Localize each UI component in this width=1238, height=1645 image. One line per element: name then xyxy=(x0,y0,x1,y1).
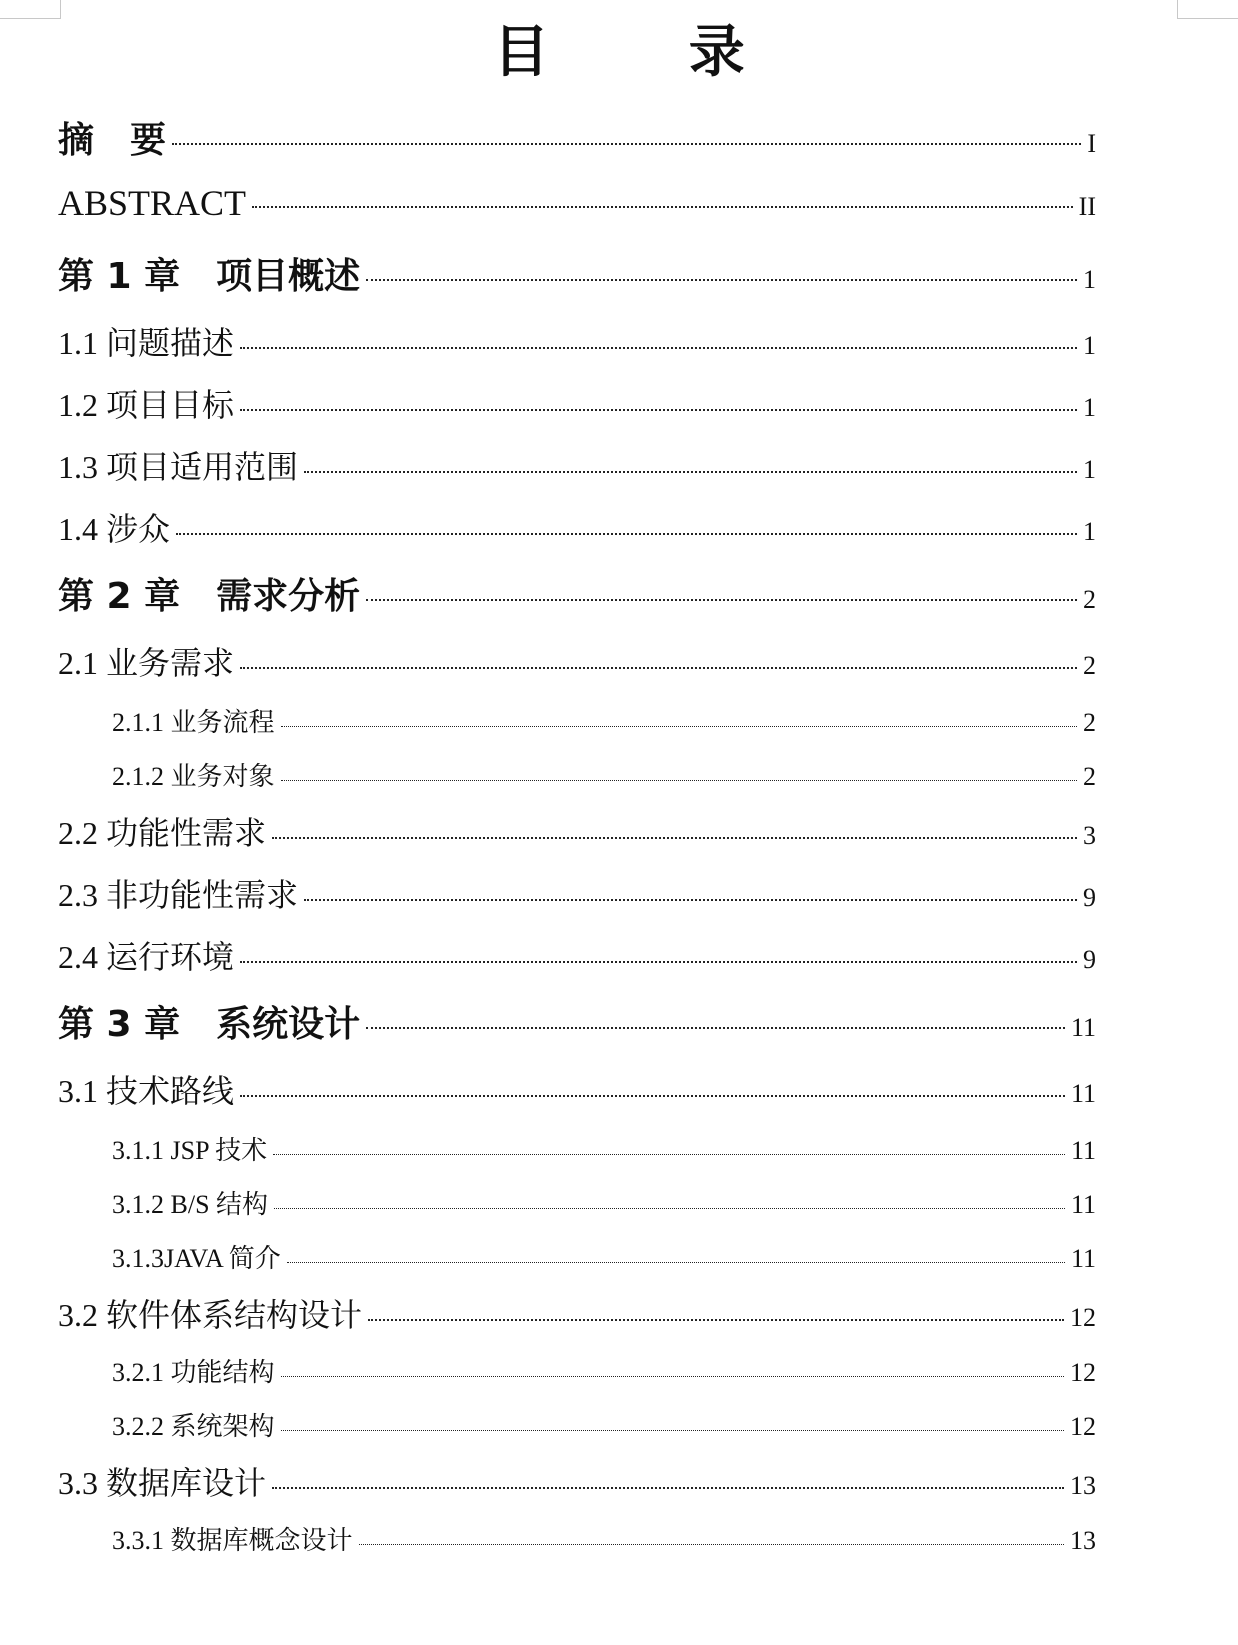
toc-entry-page: 1 xyxy=(1083,265,1096,294)
toc-leader-dots xyxy=(281,780,1077,781)
toc-entry-3-1-3[interactable] xyxy=(112,1238,1096,1275)
toc-entry-page: 9 xyxy=(1083,945,1096,974)
toc-entry-page: 2 xyxy=(1083,585,1096,614)
toc-entry-label: 第 1 章 项目概述 xyxy=(58,256,361,297)
toc-entry-3-1[interactable] xyxy=(58,1066,1096,1112)
toc-entry-label: 3.1.1 JSP 技术 xyxy=(112,1136,268,1165)
toc-entry-page: 2 xyxy=(1083,651,1096,680)
toc-entry-3-3-1[interactable] xyxy=(112,1520,1096,1557)
toc-entry-3-2-2[interactable] xyxy=(112,1406,1096,1443)
toc-entry-label: 3.1 技术路线 xyxy=(58,1073,235,1109)
toc-entry-page: 11 xyxy=(1070,1136,1096,1165)
toc-leader-dots xyxy=(240,409,1077,411)
toc-leader-dots xyxy=(240,667,1077,669)
toc-entry-label: 1.3 项目适用范围 xyxy=(58,449,299,485)
toc-leader-dots xyxy=(304,471,1077,473)
toc-leader-dots xyxy=(304,899,1077,901)
toc-entry-page: 2 xyxy=(1083,762,1096,791)
toc-entry-label: 3.1.3JAVA 简介 xyxy=(112,1244,281,1273)
toc-leader-dots xyxy=(272,1487,1064,1489)
toc-entry-3-1-2[interactable] xyxy=(112,1184,1096,1221)
toc-entry-page: 1 xyxy=(1083,455,1096,484)
toc-leader-dots xyxy=(172,143,1081,145)
toc-entry-label: 3.1.2 B/S 结构 xyxy=(112,1190,269,1219)
toc-leader-dots xyxy=(176,533,1077,535)
toc-entry-2-1-2[interactable] xyxy=(112,756,1096,793)
toc-entry-label: 3.2.2 系统架构 xyxy=(112,1412,275,1441)
toc-leader-dots xyxy=(287,1262,1065,1263)
toc-entry-3-3[interactable] xyxy=(58,1458,1096,1504)
toc-entry-2-1-1[interactable] xyxy=(112,702,1096,739)
toc-entry-page: 12 xyxy=(1070,1303,1096,1332)
toc-leader-dots xyxy=(366,599,1077,601)
toc-entry-label: 1.2 项目目标 xyxy=(58,387,235,423)
toc-entry-label: 2.1 业务需求 xyxy=(58,645,235,681)
toc-leader-dots xyxy=(281,1430,1064,1431)
toc-entry-page: 11 xyxy=(1070,1079,1096,1108)
toc-entry-page: II xyxy=(1078,192,1096,221)
toc-entry-page: 13 xyxy=(1070,1471,1096,1500)
toc-entry-chapter-1[interactable] xyxy=(58,248,1096,299)
toc-entry-page: 11 xyxy=(1070,1190,1096,1219)
toc-entry-page: 9 xyxy=(1083,883,1096,912)
toc-entry-page: 12 xyxy=(1070,1358,1096,1387)
toc-leader-dots xyxy=(359,1544,1064,1545)
toc-entry-2-4[interactable] xyxy=(58,932,1096,978)
toc-entry-label: ABSTRACT xyxy=(58,183,247,223)
toc-entry-2-2[interactable] xyxy=(58,808,1096,854)
toc-entry-label: 2.1.1 业务流程 xyxy=(112,708,275,737)
toc-entry-page: 2 xyxy=(1083,708,1096,737)
toc-entry-label: 第 3 章 系统设计 xyxy=(58,1004,361,1045)
toc-leader-dots xyxy=(240,961,1077,963)
toc-entry-abstract-en[interactable] xyxy=(58,182,1096,224)
toc-entry-label: 3.3.1 数据库概念设计 xyxy=(112,1526,353,1555)
toc-entry-label: 2.4 运行环境 xyxy=(58,939,235,975)
toc-entry-3-2-1[interactable] xyxy=(112,1352,1096,1389)
toc-entry-1-2[interactable] xyxy=(58,380,1096,426)
toc-leader-dots xyxy=(272,837,1077,839)
toc-entry-1-1[interactable] xyxy=(58,318,1096,364)
toc-entry-page: 1 xyxy=(1083,393,1096,422)
toc-entry-page: I xyxy=(1087,129,1096,158)
toc-entry-page: 11 xyxy=(1070,1013,1096,1042)
toc-entry-2-1[interactable] xyxy=(58,638,1096,684)
toc-leader-dots xyxy=(240,1095,1065,1097)
toc-entry-page: 11 xyxy=(1070,1244,1096,1273)
toc-entry-label: 2.3 非功能性需求 xyxy=(58,877,299,913)
toc-entry-label: 3.2 软件体系结构设计 xyxy=(58,1297,363,1333)
toc-entry-label: 2.2 功能性需求 xyxy=(58,815,267,851)
toc-leader-dots xyxy=(368,1319,1064,1321)
toc-entry-chapter-2[interactable] xyxy=(58,568,1096,619)
toc-entry-label: 2.1.2 业务对象 xyxy=(112,762,275,791)
toc-entry-page: 13 xyxy=(1070,1526,1096,1555)
toc-entry-label: 3.3 数据库设计 xyxy=(58,1465,267,1501)
toc-leader-dots xyxy=(252,206,1073,208)
toc-entry-page: 3 xyxy=(1083,821,1096,850)
toc-leader-dots xyxy=(281,726,1077,727)
toc-entry-page: 12 xyxy=(1070,1412,1096,1441)
toc-entry-3-1-1[interactable] xyxy=(112,1130,1096,1167)
toc-entry-abstract-cn[interactable] xyxy=(58,112,1096,163)
toc-leader-dots xyxy=(366,1027,1065,1029)
toc-entry-page: 1 xyxy=(1083,331,1096,360)
toc-leader-dots xyxy=(240,347,1077,349)
toc-entry-2-3[interactable] xyxy=(58,870,1096,916)
toc-entry-3-2[interactable] xyxy=(58,1290,1096,1336)
toc-leader-dots xyxy=(366,279,1077,281)
toc-leader-dots xyxy=(273,1154,1065,1155)
toc-entry-label: 1.1 问题描述 xyxy=(58,325,235,361)
toc-entry-chapter-3[interactable] xyxy=(58,996,1096,1047)
toc-title: 目 录 xyxy=(493,20,805,85)
toc-leader-dots xyxy=(281,1376,1064,1377)
toc-entry-1-4[interactable] xyxy=(58,504,1096,550)
toc-entry-label: 1.4 涉众 xyxy=(58,511,171,547)
toc-entry-label: 摘 要 xyxy=(58,120,167,161)
toc-leader-dots xyxy=(274,1208,1065,1209)
toc-entry-label: 3.2.1 功能结构 xyxy=(112,1358,275,1387)
toc-entry-page: 1 xyxy=(1083,517,1096,546)
toc-entry-label: 第 2 章 需求分析 xyxy=(58,576,361,617)
toc-entry-1-3[interactable] xyxy=(58,442,1096,488)
